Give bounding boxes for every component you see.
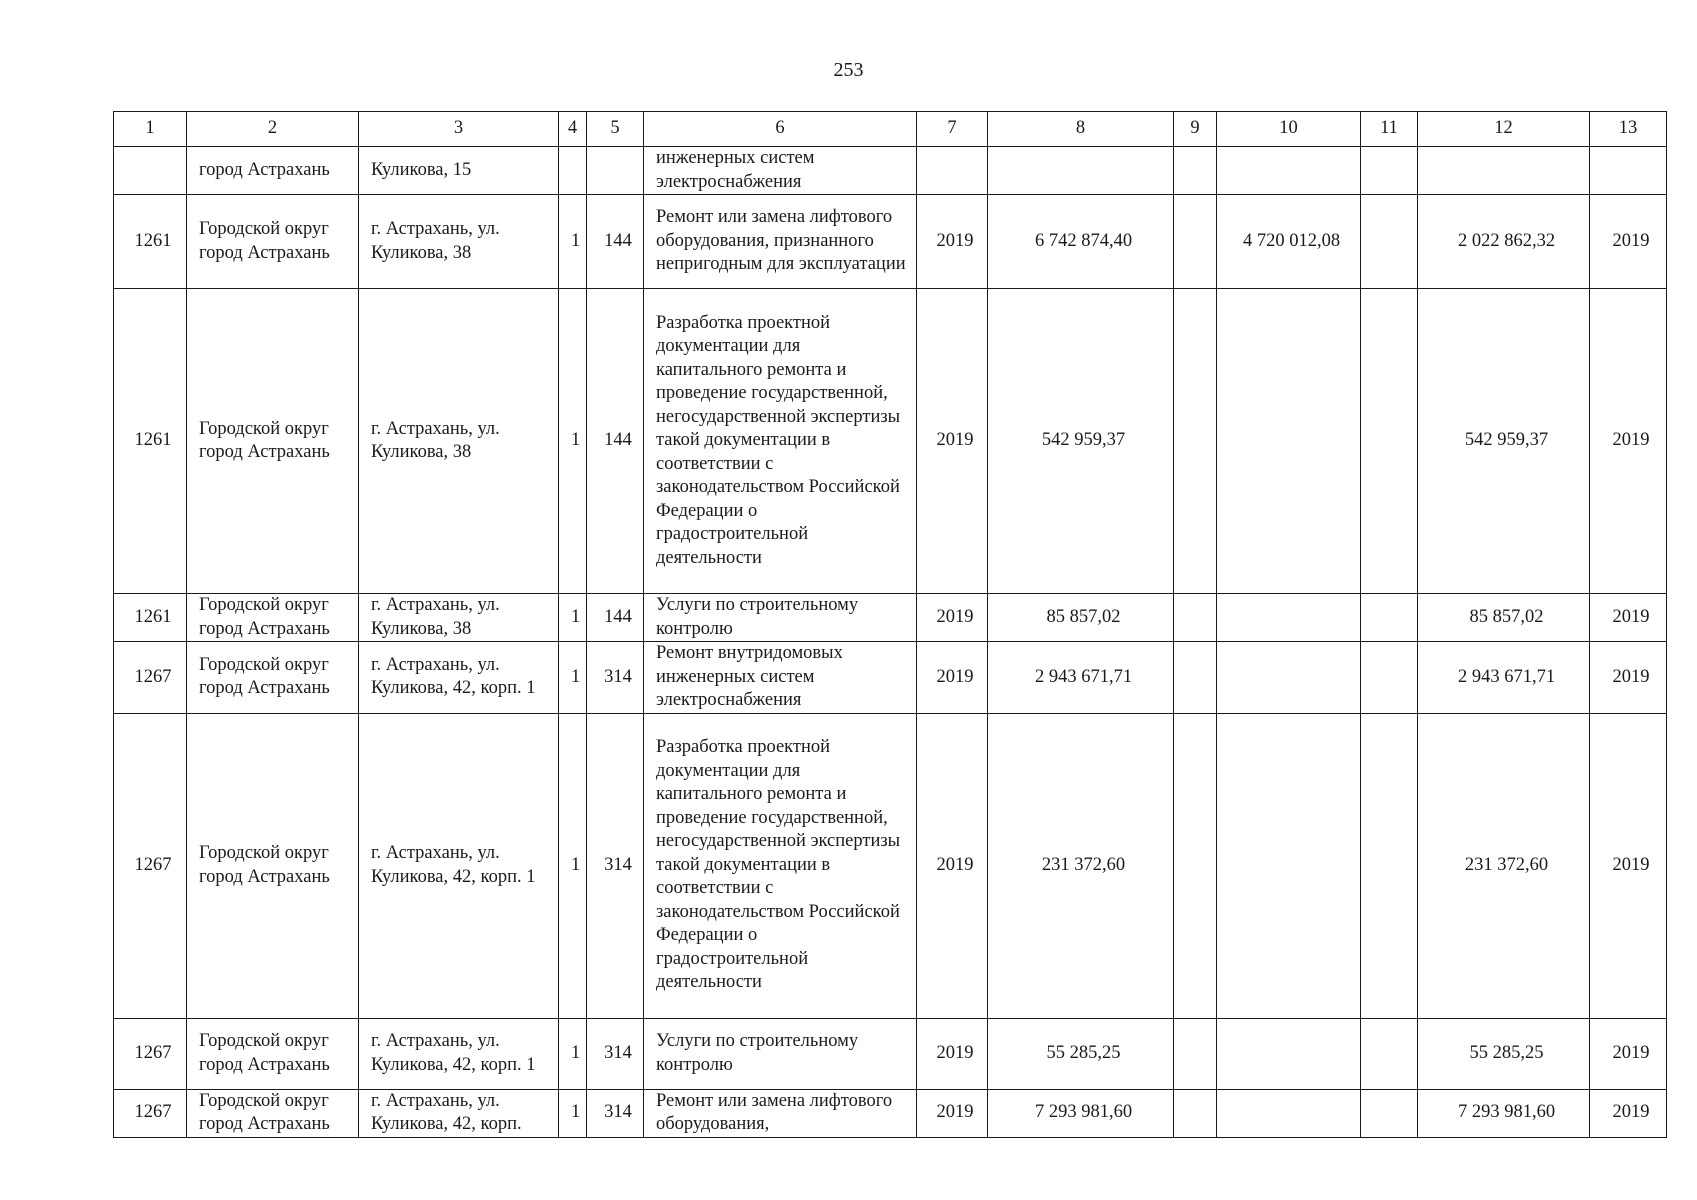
col12-cell	[1418, 147, 1590, 195]
work-type-cell: Разработка проектной документации для капитального ремонта и проведение государственной, негосударственной экспертизы такой документации в соответствии с законодательством Российской Федерации о градостроительной деятельности	[644, 713, 917, 1018]
col9-cell	[1174, 1018, 1217, 1089]
column-header: 8	[988, 112, 1174, 147]
col11-cell	[1361, 195, 1418, 289]
column-header: 5	[587, 112, 644, 147]
column-header: 3	[359, 112, 559, 147]
column-header: 1	[114, 112, 187, 147]
column-header: 7	[917, 112, 988, 147]
col11-cell	[1361, 642, 1418, 714]
col10-cell	[1217, 713, 1361, 1018]
municipality-cell: Городской округ город Астрахань	[187, 642, 359, 714]
address-cell: г. Астрахань, ул. Куликова, 42, корп. 1	[359, 642, 559, 714]
col9-cell	[1174, 1089, 1217, 1137]
page-number: 253	[833, 59, 864, 81]
col5-cell: 144	[587, 195, 644, 289]
table-row	[114, 1089, 1667, 1137]
table-row	[114, 1018, 1667, 1089]
col11-cell	[1361, 594, 1418, 642]
col12-cell: 2 022 862,32	[1418, 195, 1590, 289]
municipality-cell: Городской округ город Астрахань	[187, 713, 359, 1018]
address-cell: Куликова, 15	[359, 147, 559, 195]
work-type-cell: Услуги по строительному контролю	[644, 594, 917, 642]
table-row	[114, 195, 1667, 289]
work-type-cell: Услуги по строительному контролю	[644, 1018, 917, 1089]
col12-cell: 2 943 671,71	[1418, 642, 1590, 714]
column-number-header-row	[114, 112, 1667, 147]
municipality-cell: Городской округ город Астрахань	[187, 1018, 359, 1089]
table-row	[114, 594, 1667, 642]
municipality-cell: Городской округ город Астрахань	[187, 289, 359, 594]
total-cost-cell: 542 959,37	[988, 289, 1174, 594]
table-row	[114, 642, 1667, 714]
year-cell: 2019	[917, 642, 988, 714]
total-cost-cell: 85 857,02	[988, 594, 1174, 642]
col5-cell: 144	[587, 289, 644, 594]
col5-cell: 144	[587, 594, 644, 642]
total-cost-cell: 231 372,60	[988, 713, 1174, 1018]
year-cell	[917, 147, 988, 195]
column-header: 10	[1217, 112, 1361, 147]
column-header: 13	[1590, 112, 1667, 147]
year-cell: 2019	[917, 195, 988, 289]
col10-cell	[1217, 147, 1361, 195]
col10-cell	[1217, 289, 1361, 594]
completion-year-cell: 2019	[1590, 289, 1667, 594]
col11-cell	[1361, 1018, 1418, 1089]
capital-repair-table	[113, 111, 1667, 1138]
col10-cell	[1217, 594, 1361, 642]
col9-cell	[1174, 642, 1217, 714]
col10-cell	[1217, 1089, 1361, 1137]
table-row	[114, 147, 1667, 195]
total-cost-cell: 55 285,25	[988, 1018, 1174, 1089]
total-cost-cell: 7 293 981,60	[988, 1089, 1174, 1137]
completion-year-cell: 2019	[1590, 594, 1667, 642]
col12-cell: 7 293 981,60	[1418, 1089, 1590, 1137]
col11-cell	[1361, 289, 1418, 594]
col12-cell: 231 372,60	[1418, 713, 1590, 1018]
col10-cell: 4 720 012,08	[1217, 195, 1361, 289]
column-header: 6	[644, 112, 917, 147]
col5-cell: 314	[587, 1089, 644, 1137]
year-cell: 2019	[917, 1018, 988, 1089]
row-number-cell: 1267	[114, 1089, 187, 1137]
municipality-cell: город Астрахань	[187, 147, 359, 195]
col12-cell: 55 285,25	[1418, 1018, 1590, 1089]
column-header: 2	[187, 112, 359, 147]
col9-cell	[1174, 195, 1217, 289]
row-number-cell: 1267	[114, 642, 187, 714]
column-header: 9	[1174, 112, 1217, 147]
col4-cell: 1	[559, 642, 587, 714]
total-cost-cell: 2 943 671,71	[988, 642, 1174, 714]
row-number-cell: 1267	[114, 1018, 187, 1089]
col11-cell	[1361, 713, 1418, 1018]
col4-cell: 1	[559, 1089, 587, 1137]
col9-cell	[1174, 289, 1217, 594]
completion-year-cell: 2019	[1590, 1089, 1667, 1137]
address-cell: г. Астрахань, ул. Куликова, 38	[359, 594, 559, 642]
work-type-cell: Ремонт или замена лифтового оборудования,	[644, 1089, 917, 1137]
column-header: 12	[1418, 112, 1590, 147]
completion-year-cell	[1590, 147, 1667, 195]
col5-cell: 314	[587, 642, 644, 714]
col12-cell: 542 959,37	[1418, 289, 1590, 594]
address-cell: г. Астрахань, ул. Куликова, 42, корп. 1	[359, 1018, 559, 1089]
col5-cell: 314	[587, 1018, 644, 1089]
municipality-cell: Городской округ город Астрахань	[187, 1089, 359, 1137]
row-number-cell: 1261	[114, 594, 187, 642]
completion-year-cell: 2019	[1590, 713, 1667, 1018]
address-cell: г. Астрахань, ул. Куликова, 42, корп.	[359, 1089, 559, 1137]
work-type-cell: инженерных систем электроснабжения	[644, 147, 917, 195]
year-cell: 2019	[917, 594, 988, 642]
col11-cell	[1361, 147, 1418, 195]
col10-cell	[1217, 642, 1361, 714]
col4-cell: 1	[559, 713, 587, 1018]
work-type-cell: Ремонт внутридомовых инженерных систем электроснабжения	[644, 642, 917, 714]
completion-year-cell: 2019	[1590, 1018, 1667, 1089]
address-cell: г. Астрахань, ул. Куликова, 38	[359, 289, 559, 594]
col9-cell	[1174, 147, 1217, 195]
year-cell: 2019	[917, 713, 988, 1018]
table-row	[114, 713, 1667, 1018]
col4-cell: 1	[559, 289, 587, 594]
year-cell: 2019	[917, 1089, 988, 1137]
row-number-cell	[114, 147, 187, 195]
col4-cell	[559, 147, 587, 195]
work-type-cell: Ремонт или замена лифтового оборудования, признанного непригодным для эксплуатации	[644, 195, 917, 289]
col4-cell: 1	[559, 195, 587, 289]
row-number-cell: 1261	[114, 195, 187, 289]
column-header: 4	[559, 112, 587, 147]
address-cell: г. Астрахань, ул. Куликова, 42, корп. 1	[359, 713, 559, 1018]
col9-cell	[1174, 594, 1217, 642]
table-row	[114, 289, 1667, 594]
total-cost-cell: 6 742 874,40	[988, 195, 1174, 289]
col4-cell: 1	[559, 594, 587, 642]
year-cell: 2019	[917, 289, 988, 594]
municipality-cell: Городской округ город Астрахань	[187, 594, 359, 642]
completion-year-cell: 2019	[1590, 642, 1667, 714]
col5-cell	[587, 147, 644, 195]
col9-cell	[1174, 713, 1217, 1018]
column-header: 11	[1361, 112, 1418, 147]
col5-cell: 314	[587, 713, 644, 1018]
col10-cell	[1217, 1018, 1361, 1089]
row-number-cell: 1267	[114, 713, 187, 1018]
completion-year-cell: 2019	[1590, 195, 1667, 289]
row-number-cell: 1261	[114, 289, 187, 594]
col11-cell	[1361, 1089, 1418, 1137]
total-cost-cell	[988, 147, 1174, 195]
municipality-cell: Городской округ город Астрахань	[187, 195, 359, 289]
col12-cell: 85 857,02	[1418, 594, 1590, 642]
col4-cell: 1	[559, 1018, 587, 1089]
address-cell: г. Астрахань, ул. Куликова, 38	[359, 195, 559, 289]
work-type-cell: Разработка проектной документации для капитального ремонта и проведение государственной, негосударственной экспертизы такой документации в соответствии с законодательством Российской Федерации о градостроительной деятельности	[644, 289, 917, 594]
